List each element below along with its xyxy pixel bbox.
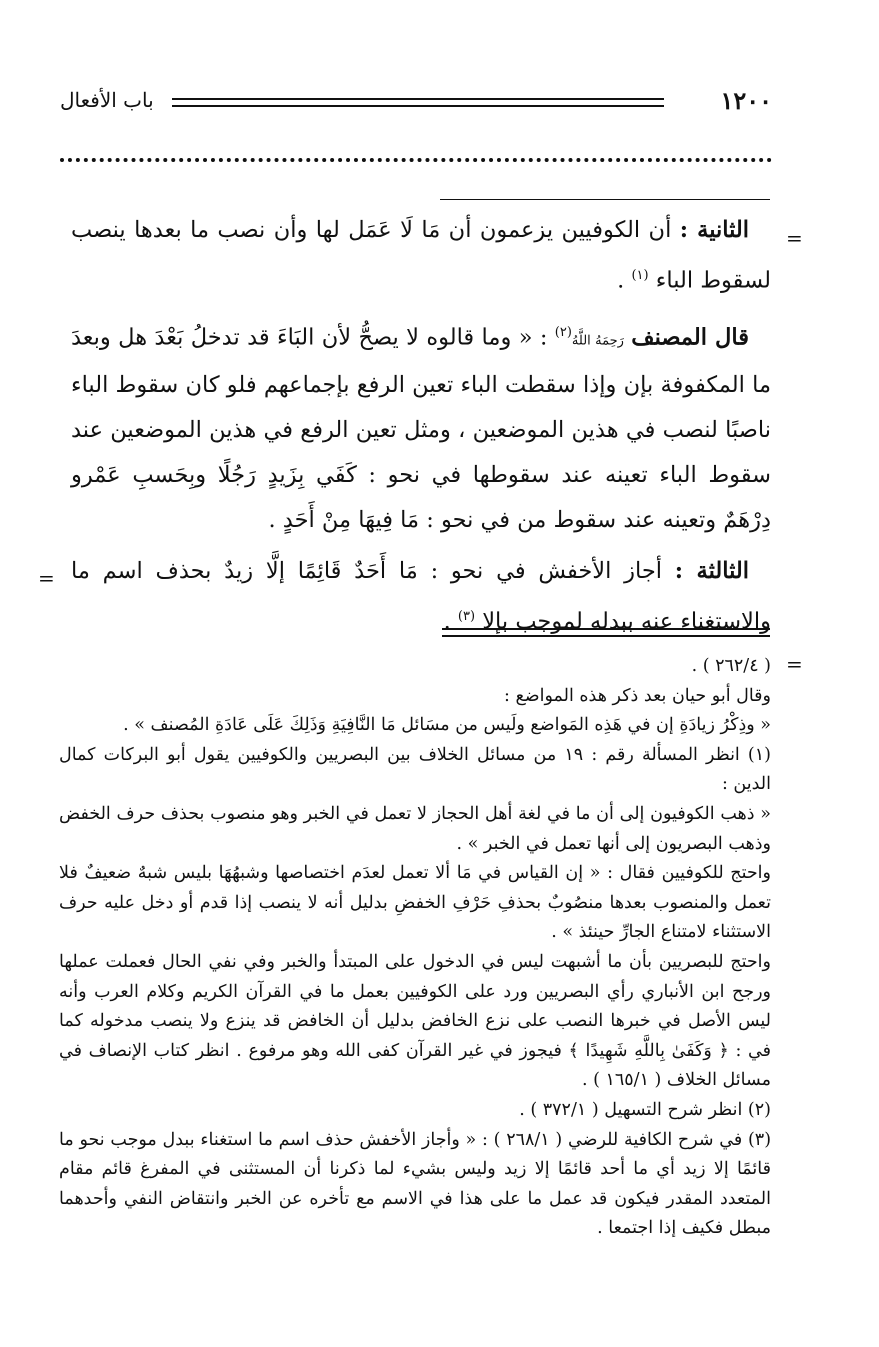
paragraph-label: قال المصنف: [631, 324, 750, 350]
footnotes: [59, 652, 771, 1244]
footnote-3: (٣) في شرح الكافية للرضي ( ٢٦٨/١ ) : « وأجاز الأخفش حذف اسم ما استغناء ببدل موجب نحو ما قائمًا إلا زيد أي ما أحد قائمًا إلا زيد وليس بشيء لما ذكرنا أن المستثنى في المفرغ قائم مقام المتعدد المقدر فيكون قد عمل ما على هذا في الاسم مع تأخره عن الخبر وانتقاض النفي وأحدهما مبطل فكيف إذا اجتمعا .: [59, 1129, 772, 1239]
paragraph-body: أن الكوفيين يزعمون أن مَا لَا عَمَل لها وأن نصب ما بعدها ينصب لسقوط الباء: [71, 217, 771, 294]
footnote-ref: (١): [631, 268, 649, 283]
footnote-1: (١) انظر المسألة رقم : ١٩ من مسائل الخلاف بين البصريين والكوفيين يقول أبو البركات كمال الدين :: [59, 744, 771, 795]
paragraph-label: الثالثة :: [674, 558, 749, 584]
footnote-line: « وذِكْرُ زيادَةِ إن في هَذِه المَواضع ولَيس من مسَائل مَا النَّافِيَةِ وَذَلِكَ عَلَى عَادَةِ المُصنف » .: [123, 715, 771, 736]
main-text: [71, 208, 771, 645]
carryover-rule: [440, 199, 770, 200]
running-header: [60, 86, 772, 116]
page-number: ١٢٠٠: [720, 86, 772, 115]
footnote-line: ( ٢٦٢/٤ ) .: [691, 656, 771, 676]
footnote-line: واحتج للبصريين بأن ما أشبهت ليس في الدخول على المبتدأ والخبر وفي نفي الحال فعملت عملها ورجح ابن الأنباري رأي البصريين ورد على الكوفيين بعمل ما في القرآن الكريم وكلام العرب وأنه ليس الأصل في خبرها النصب على نزع الخافض بدليل أن الخافض قد ينزع ولا ينصب مدخوله كما في : ﴿ وَكَفَىٰ بِاللَّهِ شَهِيدًا ﴾ فيجوز في غير القرآن كفى الله وهو مرفوع . انظر كتاب الإنصاف في مسائل الخلاف ( ١٦٥/١ ) .: [59, 951, 771, 1091]
footnote-ref: (٢): [554, 324, 572, 340]
paragraph-body: : « وما قالوه لا يصحُّ لأن البَاءَ قد تدخلُ بَعْدَ هل وبعدَ ما المكفوفة بإن وإذا سقطت الباء تعين الرفع بإجماعهم فلو كان سقوط الباء ناصبًا لنصب في هذين الموضعين ، ومثل تعين الرفع في هذين الموضعين عند سقوط الباء تعينه عند سقوطها في نحو : كَفَي بِزَيدٍ رَجُلًا وبِحَسبِ عَمْرو دِرْهَمٌ وتعينه عند سقوط من في نحو : مَا فِيهَا مِنْ أَحَدٍ .: [71, 324, 771, 533]
paragraph-end: .: [617, 267, 625, 294]
honorific: رَحِمَهُ اللَّهُ: [571, 333, 624, 348]
footnote-line: وقال أبو حيان بعد ذكر هذه المواضع :: [503, 685, 771, 706]
footnote-line: واحتج للكوفيين فقال : « إن القياس في مَا ألا تعمل لعدَم اختصاصها وشبهُهَا بليس شبهٌ ضعيفٌ فلا تعمل والمنصوب بعدها منصُوبٌ بحذفِ حَرْفِ الخفضِ بدليل أنه لا ينصب إذا قدم أو دخل عليه حرف الاستثناء لامتناع الجارِّ حينئذ » .: [59, 863, 771, 943]
footnote-line: « ذهب الكوفيون إلى أن ما في لغة أهل الحجاز لا تعمل في الخبر وهو منصوب بحذف حرف الخفض وذهب البصريون إلى أنها تعمل في الخبر » .: [59, 803, 771, 854]
footnote-ref: (٣): [457, 609, 476, 624]
dotted-separator: [60, 158, 772, 162]
paragraph-label: الثانية :: [679, 217, 750, 243]
chapter-title: باب الأفعال: [60, 88, 154, 112]
footnote-2: (٢) انظر شرح التسهيل ( ٣٧٢/١ ) .: [519, 1099, 771, 1120]
paragraph-second: [71, 208, 771, 304]
header-double-rule: [172, 98, 664, 107]
margin-mark-footnotes: =: [786, 652, 803, 676]
footnote-double-rule: [442, 628, 770, 637]
paragraph-body: أجاز الأخفش في نحو : مَا أَحَدٌ قَائِمًا إلَّا زيدٌ بحذف اسم ما والاستغناء عنه ببدله لموجب بإلا: [71, 558, 771, 635]
margin-mark-top: =: [786, 226, 803, 250]
paragraph-end: .: [443, 608, 451, 635]
paragraph-author: [71, 310, 771, 544]
margin-mark-middle: =: [38, 566, 55, 590]
